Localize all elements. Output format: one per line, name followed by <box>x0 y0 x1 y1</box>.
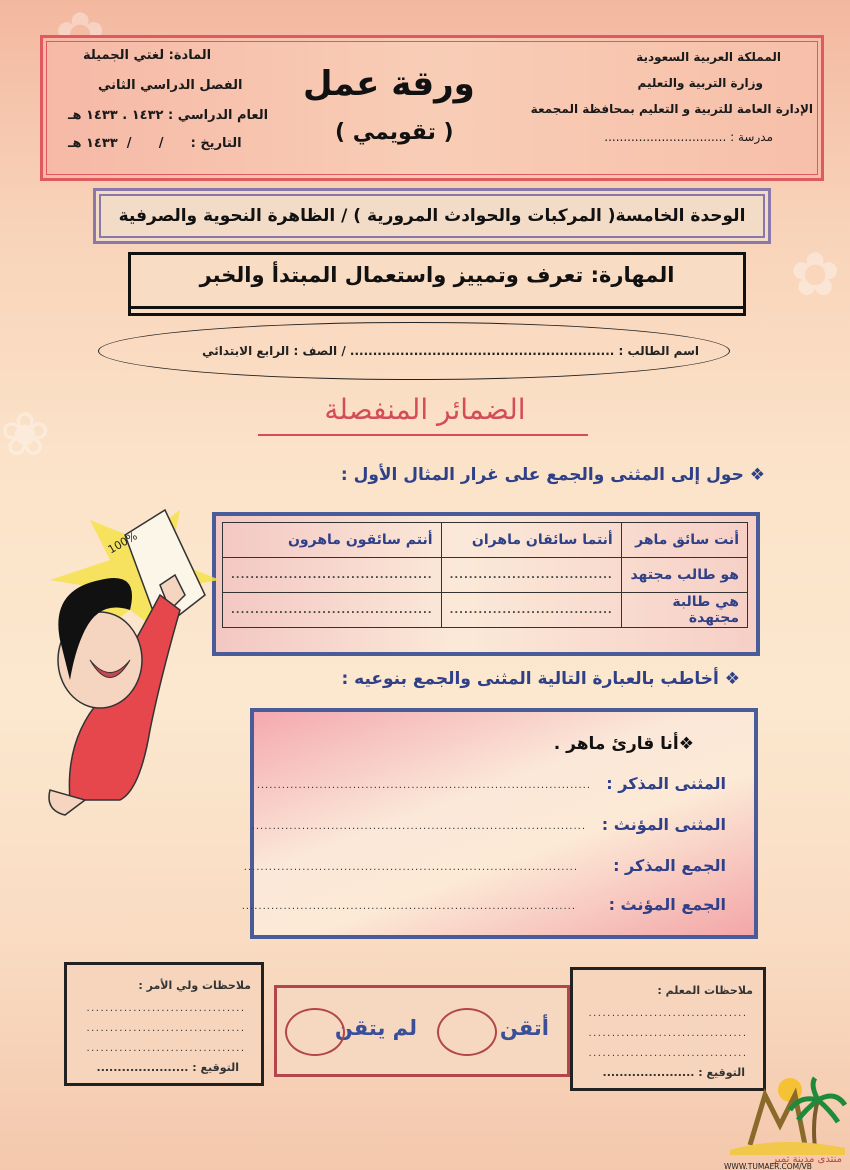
table-cell-singular: أنت سائق ماهر <box>621 523 747 558</box>
dual-feminine-field[interactable]: ................................................................................ <box>251 821 586 832</box>
watermark-url: WWW.TUMAER.COM/VB <box>724 1162 812 1170</box>
header-box <box>40 35 824 181</box>
parent-notes-line[interactable]: .................................. <box>86 1023 246 1034</box>
table-row <box>223 523 748 558</box>
parent-notes-title: ملاحظات ولي الأمر : <box>138 979 251 992</box>
school-field[interactable]: مدرسة : ................................ <box>604 130 773 144</box>
teacher-signature-field[interactable]: التوقيع : ...................... <box>602 1066 745 1079</box>
dual-masculine-field[interactable]: ................................................................................ <box>256 780 591 791</box>
table-cell-plural: أنتم سائقون ماهرون <box>223 523 442 558</box>
table-cell-dual: أنتما سائقان ماهران <box>441 523 621 558</box>
country-name: المملكة العربية السعودية <box>636 50 781 64</box>
parent-notes-box <box>64 962 264 1086</box>
watermark-arabic: منتدى مدينة تمير <box>772 1154 842 1165</box>
dual-answer-field[interactable]: .................................. <box>441 593 621 628</box>
subject-label: المادة: لغتي الجميلة <box>83 48 212 63</box>
unit-title: الوحدة الخامسة( المركبات والحوادث المرورية ) / الظاهرة النحوية والصرفية <box>118 206 746 226</box>
worksheet-subtitle: ( تقويمي ) <box>335 120 454 145</box>
mastered-checkbox[interactable] <box>437 1008 497 1056</box>
plural-answer-field[interactable]: .......................................... <box>223 593 442 628</box>
teacher-notes-line[interactable]: .................................. <box>588 1048 748 1059</box>
mastery-box <box>274 985 570 1077</box>
forum-logo <box>720 1070 850 1170</box>
boy-illustration <box>30 500 230 820</box>
exercise2-answer-box <box>241 708 758 939</box>
mastered-label: أتقن <box>499 1016 549 1040</box>
student-name-field[interactable]: اسم الطالب : .......................................................... / الصف : الرابع الابتدائي <box>202 344 699 358</box>
table-row <box>223 593 748 628</box>
lesson-title-underline <box>258 434 588 436</box>
flower-decoration-icon: ❀ <box>0 400 51 470</box>
semester-label: الفصل الدراسي الثاني <box>98 78 243 93</box>
lesson-title: الضمائر المنفصلة <box>324 393 526 426</box>
student-info-ellipse <box>98 322 730 380</box>
teacher-notes-line[interactable]: .................................. <box>588 1008 748 1019</box>
dual-masculine-label: المثنى المذكر : <box>606 774 726 793</box>
ministry-name: وزارة التربية والتعليم <box>637 76 763 90</box>
exercise1-table <box>222 522 748 628</box>
plural-feminine-label: الجمع المؤنث : <box>608 895 726 914</box>
teacher-notes-line[interactable]: .................................. <box>588 1028 748 1039</box>
table-cell-singular: هو طالب مجتهد <box>621 558 747 593</box>
administration-name: الإدارة العامة للتربية و التعليم بمحافظة المجمعة <box>530 102 813 116</box>
exercise1-instruction: ❖ حول إلى المثنى والجمع على غرار المثال الأول : <box>340 465 765 485</box>
worksheet-title: ورقة عمل <box>303 64 475 104</box>
not-mastered-label: لم يتقن <box>334 1016 417 1040</box>
exercise2-sentence: ❖أنا قارئ ماهر . <box>553 734 694 754</box>
parent-notes-line[interactable]: .................................. <box>86 1003 246 1014</box>
plural-feminine-field[interactable]: ................................................................................ <box>241 901 576 912</box>
exercise2-instruction: ❖ أخاطب بالعبارة التالية المثنى والجمع بنوعيه : <box>341 669 740 689</box>
paper-score: 100% <box>105 529 140 557</box>
not-mastered-checkbox[interactable] <box>285 1008 345 1056</box>
table-row <box>223 558 748 593</box>
skill-title: المهارة: تعرف وتمييز واستعمال المبتدأ والخبر <box>199 263 675 287</box>
skill-banner <box>128 252 746 316</box>
teacher-notes-title: ملاحظات المعلم : <box>657 984 753 997</box>
parent-signature-field[interactable]: التوقيع : ...................... <box>96 1061 239 1074</box>
unit-banner <box>93 188 771 244</box>
table-cell-singular: هي طالبة مجتهدة <box>621 593 747 628</box>
sun-icon <box>778 1078 802 1102</box>
flower-decoration-icon: ✿ <box>790 240 841 310</box>
date-field[interactable]: التاريخ : / / ١٤٣٣ هـ <box>68 136 242 151</box>
plural-masculine-label: الجمع المذكر : <box>613 856 726 875</box>
plural-masculine-field[interactable]: ................................................................................ <box>243 862 578 873</box>
exercise1-table-frame <box>212 512 760 656</box>
plural-answer-field[interactable]: .......................................... <box>223 558 442 593</box>
dual-feminine-label: المثنى المؤنث : <box>601 815 726 834</box>
parent-notes-line[interactable]: .................................. <box>86 1043 246 1054</box>
dual-answer-field[interactable]: .................................. <box>441 558 621 593</box>
palm-trunk-icon <box>814 1100 818 1148</box>
academic-year-label: العام الدراسي : ١٤٣٢ . ١٤٣٣ هـ <box>68 108 269 123</box>
